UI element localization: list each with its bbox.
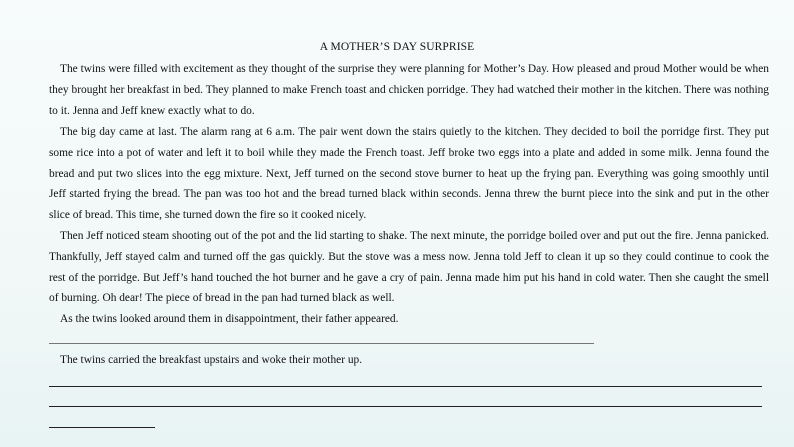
paragraph-4 xyxy=(49,309,769,330)
paragraph-4-text: As the twins looked around them in disappointment, their father appeared. xyxy=(60,313,399,325)
writing-line-4 xyxy=(49,427,155,428)
paragraph-1 xyxy=(49,59,769,121)
writing-line-3 xyxy=(49,406,762,407)
paragraph-2 xyxy=(49,122,769,226)
paragraph-2-text: The big day came at last. The alarm rang at 6 a.m. The pair went down the stairs quietly to the kitchen. They decided to boil the porridge first. They put some rice into a pot of water and left it to boil while they made the French toast. Jeff broke two eggs into a plate and added in some milk. Jenna found the bread and put two slices into the egg mixture. Next, Jeff turned on the second stove burner to heat up the frying pan. Everything was going smoothly until Jeff started frying the bread. The pan was too hot and the bread turned black within seconds. Jenna threw the burnt piece into the sink and put in the other slice of bread. This time, she turned down the fire so it cooked nicely. xyxy=(49,126,769,222)
writing-line-1 xyxy=(49,343,594,344)
paragraph-5 xyxy=(49,350,769,371)
story-title: A MOTHER’S DAY SURPRISE xyxy=(319,41,475,53)
paragraph-3-text: Then Jeff noticed steam shooting out of the pot and the lid starting to shake. The next minute, the porridge boiled over and put out the fire. Jenna panicked. Thankfully, Jeff stayed calm and turned off the gas quickly. But the stove was a mess now. Jenna told Jeff to clean it up so they could continue to cook the rest of the porridge. But Jeff’s hand touched the hot burner and he gave a cry of pain. Jenna made him put his hand in cold water. Then she caught the smell of burning. Oh dear! The piece of bread in the pan had turned black as well. xyxy=(49,230,769,305)
paragraph-5-text: The twins carried the breakfast upstairs and woke their mother up. xyxy=(60,354,363,366)
paragraph-3 xyxy=(49,226,769,309)
writing-line-2 xyxy=(49,386,762,387)
paragraph-1-text: The twins were filled with excitement as they thought of the surprise they were planning for Mother’s Day. How pleased and proud Mother would be when they brought her breakfast in bed. They planned to make French toast and chicken porridge. They had watched their mother in the kitchen. There was nothing to it. Jenna and Jeff knew exactly what to do. xyxy=(49,63,769,117)
